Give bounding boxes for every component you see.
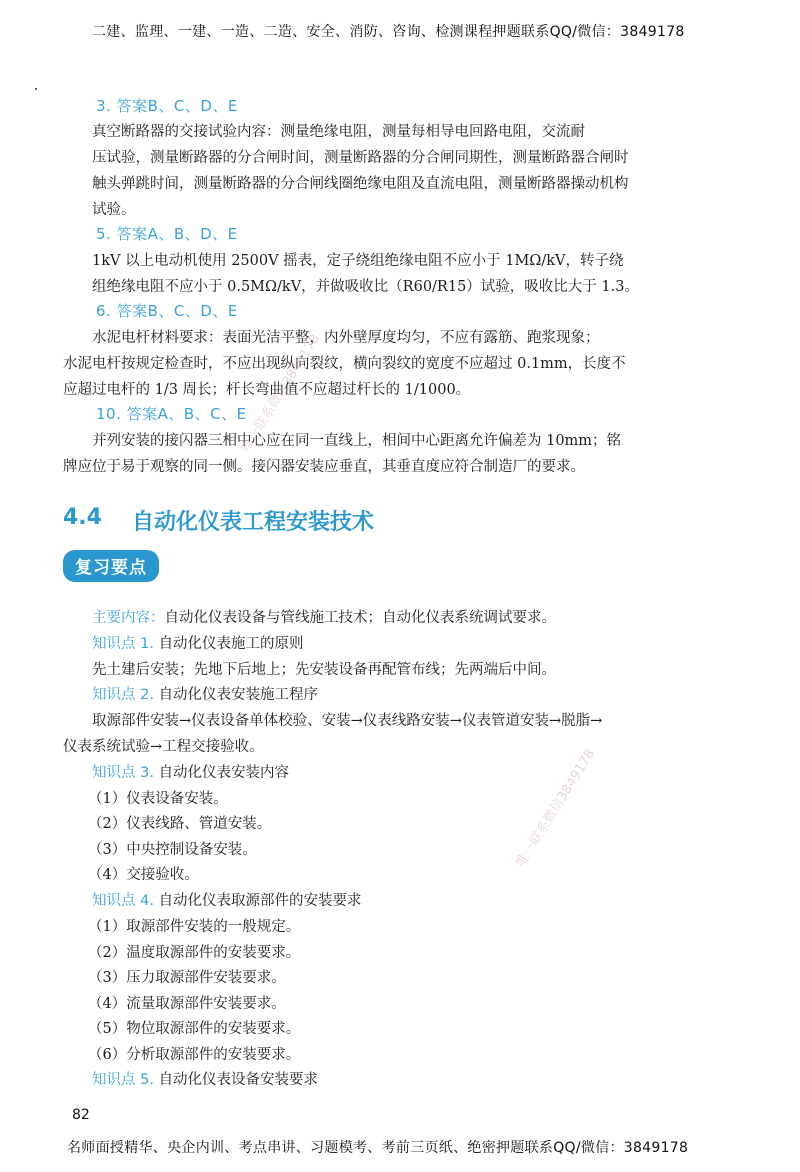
answer-5-label: 5. 答案A、B、D、E — [96, 225, 238, 243]
answer-10-line-2: 牌应位于易于观察的同一侧。接闪器安装应垂直，其垂直度应符合制造厂的要求。 — [63, 459, 585, 475]
knowledge-point-5-heading — [92, 1068, 318, 1089]
kp4-item: （1）取源部件安装的一般规定。 — [88, 919, 301, 935]
answer-5-line-1: 1kV 以上电动机使用 2500V 摇表，定子绕组绝缘电阻不应小于 1MΩ/kV，转子绕 — [92, 253, 624, 269]
kp4-item: （2）温度取源部件的安装要求。 — [88, 945, 301, 961]
answer-3-line-4: 试验。 — [92, 202, 136, 218]
answer-3-line-3: 触头弹跳时间，测量断路器的分合闸线圈绝缘电阻及直流电阻，测量断路器操动机构 — [92, 176, 629, 192]
kp1-title: 自动化仪表施工的原则 — [158, 636, 304, 652]
kp4-item: （6）分析取源部件的安装要求。 — [88, 1047, 301, 1063]
kp3-item: （3）中央控制设备安装。 — [88, 842, 257, 858]
answer-5-line-2: 组绝缘电阻不应小于 0.5MΩ/kV，并做吸收比（R60/R15）试验，吸收比大于 1.3。 — [92, 279, 639, 295]
knowledge-point-4-heading — [92, 889, 362, 910]
answer-3-label: 3. 答案B、C、D、E — [96, 97, 238, 115]
answer-6-label: 6. 答案B、C、D、E — [96, 302, 238, 320]
knowledge-point-1-heading — [92, 632, 304, 653]
kp3-label: 知识点 3. — [92, 765, 154, 781]
kp3-item: （2）仪表线路、管道安装。 — [88, 816, 272, 832]
scan-speck — [35, 88, 37, 90]
header-banner: 二建、监理、一建、一造、二造、安全、消防、咨询、检测课程押题联系QQ/微信：3849178 — [92, 24, 685, 40]
knowledge-point-3-heading — [92, 761, 289, 782]
main-content-row — [92, 606, 556, 627]
answer-6-line-2: 水泥电杆按规定检查时，不应出现纵向裂纹，横向裂纹的宽度不应超过 0.1mm，长度不 — [63, 356, 626, 372]
kp4-title: 自动化仪表取源部件的安装要求 — [158, 893, 362, 909]
kp3-title: 自动化仪表安装内容 — [158, 765, 290, 781]
main-content-text: 自动化仪表设备与管线施工技术；自动化仪表系统调试要求。 — [164, 610, 556, 626]
kp2-label: 知识点 2. — [92, 687, 154, 703]
answer-10-label: 10. 答案A、B、C、E — [96, 405, 247, 423]
kp4-item: （5）物位取源部件的安装要求。 — [88, 1021, 301, 1037]
answer-3-line-1: 真空断路器的交接试验内容：测量绝缘电阻，测量每相导电回路电阻，交流耐 — [92, 124, 585, 140]
kp5-title: 自动化仪表设备安装要求 — [158, 1072, 319, 1088]
kp2-line-2: 仪表系统试验→工程交接验收。 — [63, 739, 264, 755]
kp3-item: （4）交接验收。 — [88, 867, 199, 883]
watermark: 唯一联系微信3849178 — [238, 331, 324, 456]
kp4-label: 知识点 4. — [92, 893, 154, 909]
kp1-label: 知识点 1. — [92, 636, 154, 652]
kp5-label: 知识点 5. — [92, 1072, 154, 1088]
answer-6-line-1: 水泥电杆材料要求：表面光洁平整，内外壁厚度均匀，不应有露筋、跑浆现象； — [92, 330, 600, 346]
answer-3-line-2: 压试验，测量断路器的分合闸时间，测量断路器的分合闸同期性，测量断路器合闸时 — [92, 150, 629, 166]
kp4-item: （3）压力取源部件安装要求。 — [88, 970, 286, 986]
section-title: 自动化仪表工程安装技术 — [132, 510, 375, 535]
footer-banner: 名师面授精华、央企内训、考点串讲、习题模考、考前三页纸、绝密押题联系QQ/微信：3849178 — [67, 1140, 689, 1156]
review-points-badge: 复习要点 — [63, 550, 159, 582]
kp3-item: （1）仪表设备安装。 — [88, 791, 228, 807]
kp4-item: （4）流量取源部件安装要求。 — [88, 996, 286, 1012]
main-content-label: 主要内容： — [92, 610, 165, 626]
answer-6-line-3: 应超过电杆的 1/3 周长；杆长弯曲值不应超过杆长的 1/1000。 — [63, 382, 471, 398]
page-number: 82 — [72, 1107, 90, 1123]
section-number: 4.4 — [63, 505, 102, 530]
kp2-title: 自动化仪表安装施工程序 — [158, 687, 319, 703]
watermark: 唯一联系微信3849178 — [513, 746, 599, 871]
answer-10-line-1: 并列安装的接闪器三相中心应在同一直线上，相间中心距离允许偏差为 10mm；铭 — [92, 433, 622, 449]
kp1-text: 先土建后安装；先地下后地上；先安装设备再配管布线；先两端后中间。 — [92, 662, 556, 678]
knowledge-point-2-heading — [92, 683, 318, 704]
kp2-line-1: 取源部件安装→仪表设备单体校验、安装→仪表线路安装→仪表管道安装→脱脂→ — [92, 713, 603, 729]
